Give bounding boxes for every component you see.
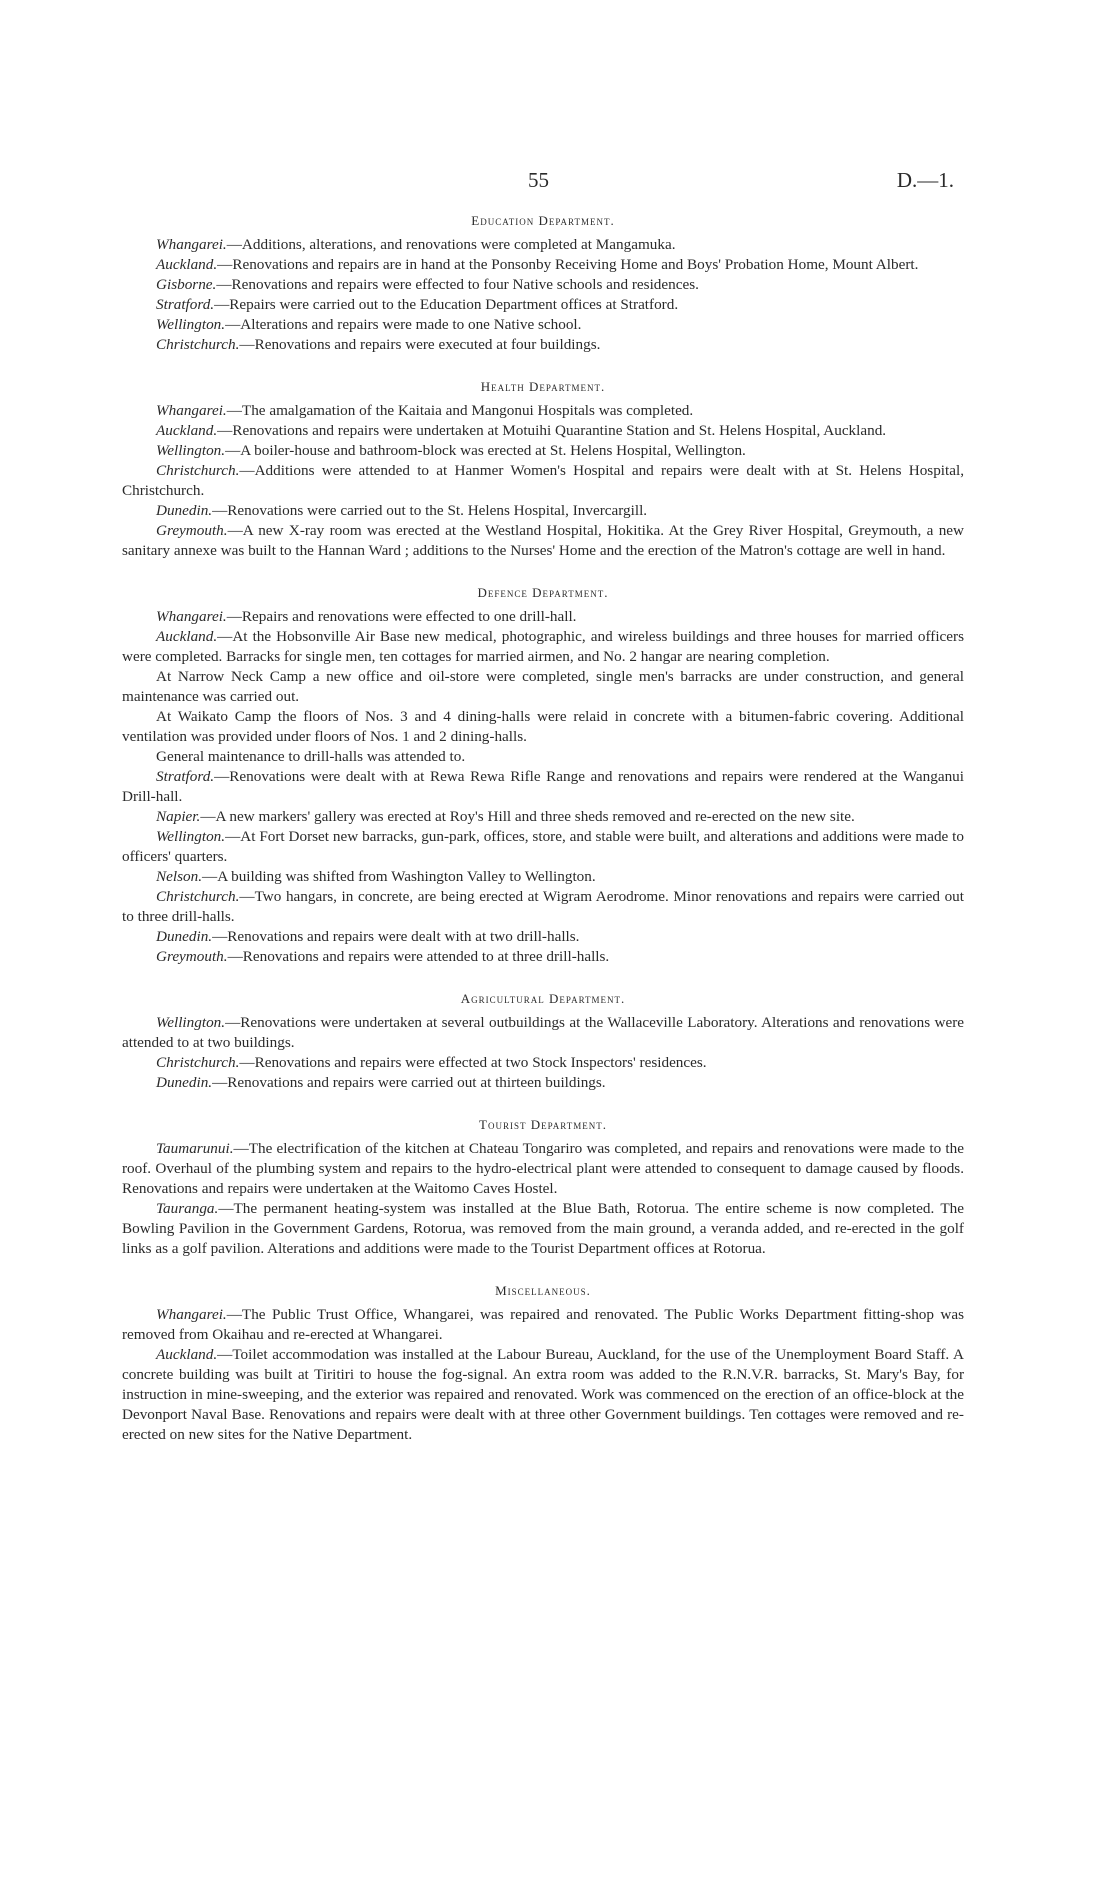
- paragraph: [122, 295, 964, 315]
- paragraph-text: —At Fort Dorset new barracks, gun-park, offices, store, and stable were built, and alterations and additions were made to officers' quarters.: [122, 828, 964, 865]
- section: [122, 1283, 964, 1445]
- paragraph: [122, 255, 964, 275]
- section-heading: Education Department.: [471, 213, 615, 228]
- paragraph-text: —Renovations were undertaken at several outbuildings at the Wallaceville Laboratory. Alterations and renovations were attended to at two buildings.: [122, 1014, 964, 1051]
- paragraph-text: —Renovations and repairs were effected to four Native schools and residences.: [216, 276, 699, 293]
- place-name: Dunedin.: [156, 1074, 213, 1091]
- place-name: Greymouth.: [156, 948, 228, 965]
- page-number: 55: [528, 168, 549, 192]
- paragraph-text: At Narrow Neck Camp a new office and oil-store were completed, single men's barracks are under construction, and general maintenance was carried out.: [122, 668, 964, 705]
- paragraph-text: —Renovations were carried out to the St. Helens Hospital, Invercargill.: [212, 502, 648, 519]
- place-name: Whangarei.: [156, 236, 227, 253]
- paragraph-text: —A building was shifted from Washington Valley to Wellington.: [202, 868, 596, 885]
- paragraph: [122, 461, 964, 501]
- paragraph-text: —The amalgamation of the Kaitaia and Mangonui Hospitals was completed.: [226, 402, 694, 419]
- paragraph: [122, 667, 964, 707]
- paragraph-text: —The Public Trust Office, Whangarei, was repaired and renovated. The Public Works Department fitting-shop was removed from Okaihau and re-erected at Whangarei.: [122, 1306, 964, 1343]
- paragraph: [122, 1053, 964, 1073]
- section-heading: Defence Department.: [477, 585, 609, 600]
- paragraph: [122, 607, 964, 627]
- paragraph: [122, 315, 964, 335]
- place-name: Christchurch.: [156, 1054, 240, 1071]
- place-name: Stratford.: [156, 296, 215, 313]
- place-name: Whangarei.: [156, 1306, 227, 1323]
- place-name: Auckland.: [156, 1346, 218, 1363]
- section: [122, 1117, 964, 1259]
- place-name: Napier.: [156, 808, 201, 825]
- place-name: Whangarei.: [156, 608, 227, 625]
- place-name: Wellington.: [156, 828, 226, 845]
- paragraph: [122, 235, 964, 255]
- paragraph-text: At Waikato Camp the floors of Nos. 3 and 4 dining-halls were relaid in concrete with a bitumen-fabric covering. Additional ventilation was provided under floors of Nos. 1 and 2 dining-halls.: [122, 708, 964, 745]
- paragraph: [122, 1073, 964, 1093]
- paragraph: [122, 335, 964, 355]
- place-name: Dunedin.: [156, 928, 213, 945]
- place-name: Nelson.: [156, 868, 202, 885]
- paragraph-text: —Repairs and renovations were effected to one drill-hall.: [226, 608, 577, 625]
- paragraph-text: —Renovations and repairs were undertaken at Motuihi Quarantine Station and St. Helens Hospital, Auckland.: [217, 422, 887, 439]
- paragraph-text: —The electrification of the kitchen at Chateau Tongariro was completed, and repairs and renovations were made to the roof. Overhaul of the plumbing system and repairs to the hydro-electrical plant were attended to consequent to damage caused by floods. Renovations and repairs were undertaken at the Waitomo Caves Hostel.: [122, 1140, 964, 1197]
- paragraph-text: —Alterations and repairs were made to one Native school.: [225, 316, 582, 333]
- paragraph: [122, 867, 964, 887]
- document-reference: D.—1.: [896, 168, 954, 192]
- paragraph-text: —Repairs were carried out to the Education Department offices at Stratford.: [214, 296, 679, 313]
- paragraph: [122, 1345, 964, 1445]
- paragraph-text: —A new markers' gallery was erected at Roy's Hill and three sheds removed and re-erected on the new site.: [200, 808, 855, 825]
- place-name: Christchurch.: [156, 462, 240, 479]
- paragraph: [122, 421, 964, 441]
- paragraph-text: —Toilet accommodation was installed at the Labour Bureau, Auckland, for the use of the Unemployment Board Staff. A concrete building was built at Tiritiri to house the fog-signal. An extra room was added to the R.N.V.R. barracks, St. Mary's Bay, for instruction in mine-sweeping, and the exterior was repaired and renovated. Work was commenced on the erection of an office-block at the Devonport Naval Base. Renovations and repairs were dealt with at three other Government buildings. Ten cottages were removed and re-erected on new sites for the Native Department.: [122, 1346, 964, 1443]
- document-body: [122, 213, 964, 1445]
- paragraph-text: —Renovations and repairs are in hand at the Ponsonby Receiving Home and Boys' Probation Home, Mount Albert.: [217, 256, 919, 273]
- section-heading: Agricultural Department.: [460, 991, 626, 1006]
- paragraph: [122, 947, 964, 967]
- paragraph: [122, 767, 964, 807]
- section: [122, 991, 964, 1093]
- paragraph-text: —Renovations and repairs were carried out at thirteen buildings.: [212, 1074, 606, 1091]
- paragraph-text: General maintenance to drill-halls was attended to.: [156, 748, 466, 765]
- section-heading: Tourist Department.: [479, 1117, 607, 1132]
- section: [122, 213, 964, 355]
- paragraph-text: —At the Hobsonville Air Base new medical, photographic, and wireless buildings and three houses for married officers were completed. Barracks for single men, ten cottages for married airmen, and No. 2 hangar are nearing completion.: [122, 628, 964, 665]
- paragraph: [122, 927, 964, 947]
- place-name: Christchurch.: [156, 336, 240, 353]
- paragraph-text: —The permanent heating-system was installed at the Blue Bath, Rotorua. The entire scheme is now completed. The Bowling Pavilion in the Government Gardens, Rotorua, was removed from the main ground, a veranda added, and re-erected in the golf links as a golf pavilion. Alterations and additions were made to the Tourist Department offices at Rotorua.: [122, 1200, 964, 1257]
- paragraph: [122, 275, 964, 295]
- paragraph-text: —Additions were attended to at Hanmer Women's Hospital and repairs were dealt with at St. Helens Hospital, Christchurch.: [122, 462, 964, 499]
- paragraph-text: —Additions, alterations, and renovations were completed at Mangamuka.: [226, 236, 676, 253]
- paragraph-text: —Two hangars, in concrete, are being erected at Wigram Aerodrome. Minor renovations and repairs were carried out to three drill-halls.: [122, 888, 964, 925]
- paragraph: [122, 807, 964, 827]
- paragraph-text: —Renovations and repairs were effected at two Stock Inspectors' residences.: [239, 1054, 707, 1071]
- section-heading: Miscellaneous.: [495, 1283, 591, 1298]
- place-name: Stratford.: [156, 768, 215, 785]
- paragraph-text: —Renovations were dealt with at Rewa Rewa Rifle Range and renovations and repairs were rendered at the Wanganui Drill-hall.: [122, 768, 964, 805]
- paragraph-text: —Renovations and repairs were dealt with at two drill-halls.: [212, 928, 580, 945]
- place-name: Wellington.: [156, 442, 226, 459]
- section: [122, 379, 964, 561]
- paragraph: [122, 707, 964, 747]
- paragraph: [122, 827, 964, 867]
- place-name: Wellington.: [156, 316, 226, 333]
- section: [122, 585, 964, 967]
- place-name: Christchurch.: [156, 888, 240, 905]
- place-name: Wellington.: [156, 1014, 226, 1031]
- place-name: Auckland.: [156, 422, 218, 439]
- place-name: Tauranga.: [156, 1200, 219, 1217]
- paragraph: [122, 1139, 964, 1199]
- paragraph-text: —Renovations and repairs were executed at four buildings.: [239, 336, 601, 353]
- paragraph-text: —Renovations and repairs were attended to at three drill-halls.: [227, 948, 610, 965]
- page-header: [0, 168, 1114, 198]
- place-name: Auckland.: [156, 256, 218, 273]
- place-name: Greymouth.: [156, 522, 228, 539]
- paragraph-text: —A boiler-house and bathroom-block was erected at St. Helens Hospital, Wellington.: [225, 442, 746, 459]
- place-name: Taumarunui.: [156, 1140, 234, 1157]
- place-name: Gisborne.: [156, 276, 217, 293]
- paragraph: [122, 1305, 964, 1345]
- paragraph: [122, 401, 964, 421]
- place-name: Dunedin.: [156, 502, 213, 519]
- paragraph: [122, 521, 964, 561]
- paragraph-text: —A new X-ray room was erected at the Westland Hospital, Hokitika. At the Grey River Hospital, Greymouth, a new sanitary annexe was built to the Hannan Ward ; additions to the Nurses' Home and the erection of the Matron's cottage are well in hand.: [122, 522, 964, 559]
- paragraph: [122, 747, 964, 767]
- paragraph: [122, 627, 964, 667]
- section-heading: Health Department.: [480, 379, 606, 394]
- paragraph: [122, 1199, 964, 1259]
- place-name: Whangarei.: [156, 402, 227, 419]
- place-name: Auckland.: [156, 628, 218, 645]
- paragraph: [122, 887, 964, 927]
- paragraph: [122, 1013, 964, 1053]
- paragraph: [122, 441, 964, 461]
- paragraph: [122, 501, 964, 521]
